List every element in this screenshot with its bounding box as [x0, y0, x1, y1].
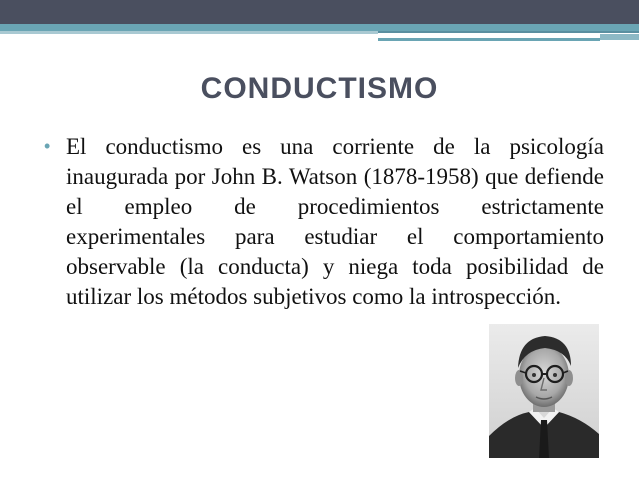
header-bar — [0, 0, 639, 24]
bullet-item — [44, 132, 604, 312]
header-accent-line-left — [0, 31, 380, 34]
header-accent-band — [0, 24, 639, 31]
header-accent-line-right-bottom — [378, 38, 600, 41]
slide-title: CONDUCTISMO — [200, 72, 439, 105]
portrait-photo — [489, 324, 599, 458]
bullet-text: El conductismo es una corriente de la psicología inaugurada por John B. Watson (1878-1958) que defiende el empleo de procedimientos estrictamente experimentales para estudiar el comportamiento observable (la conducta) y niega toda posibilidad de utilizar los métodos subjetivos como la introspección. — [66, 134, 604, 309]
bullet-marker: • — [44, 136, 51, 156]
portrait-photo-icon — [489, 324, 599, 458]
header-accent-block-right — [600, 34, 639, 40]
